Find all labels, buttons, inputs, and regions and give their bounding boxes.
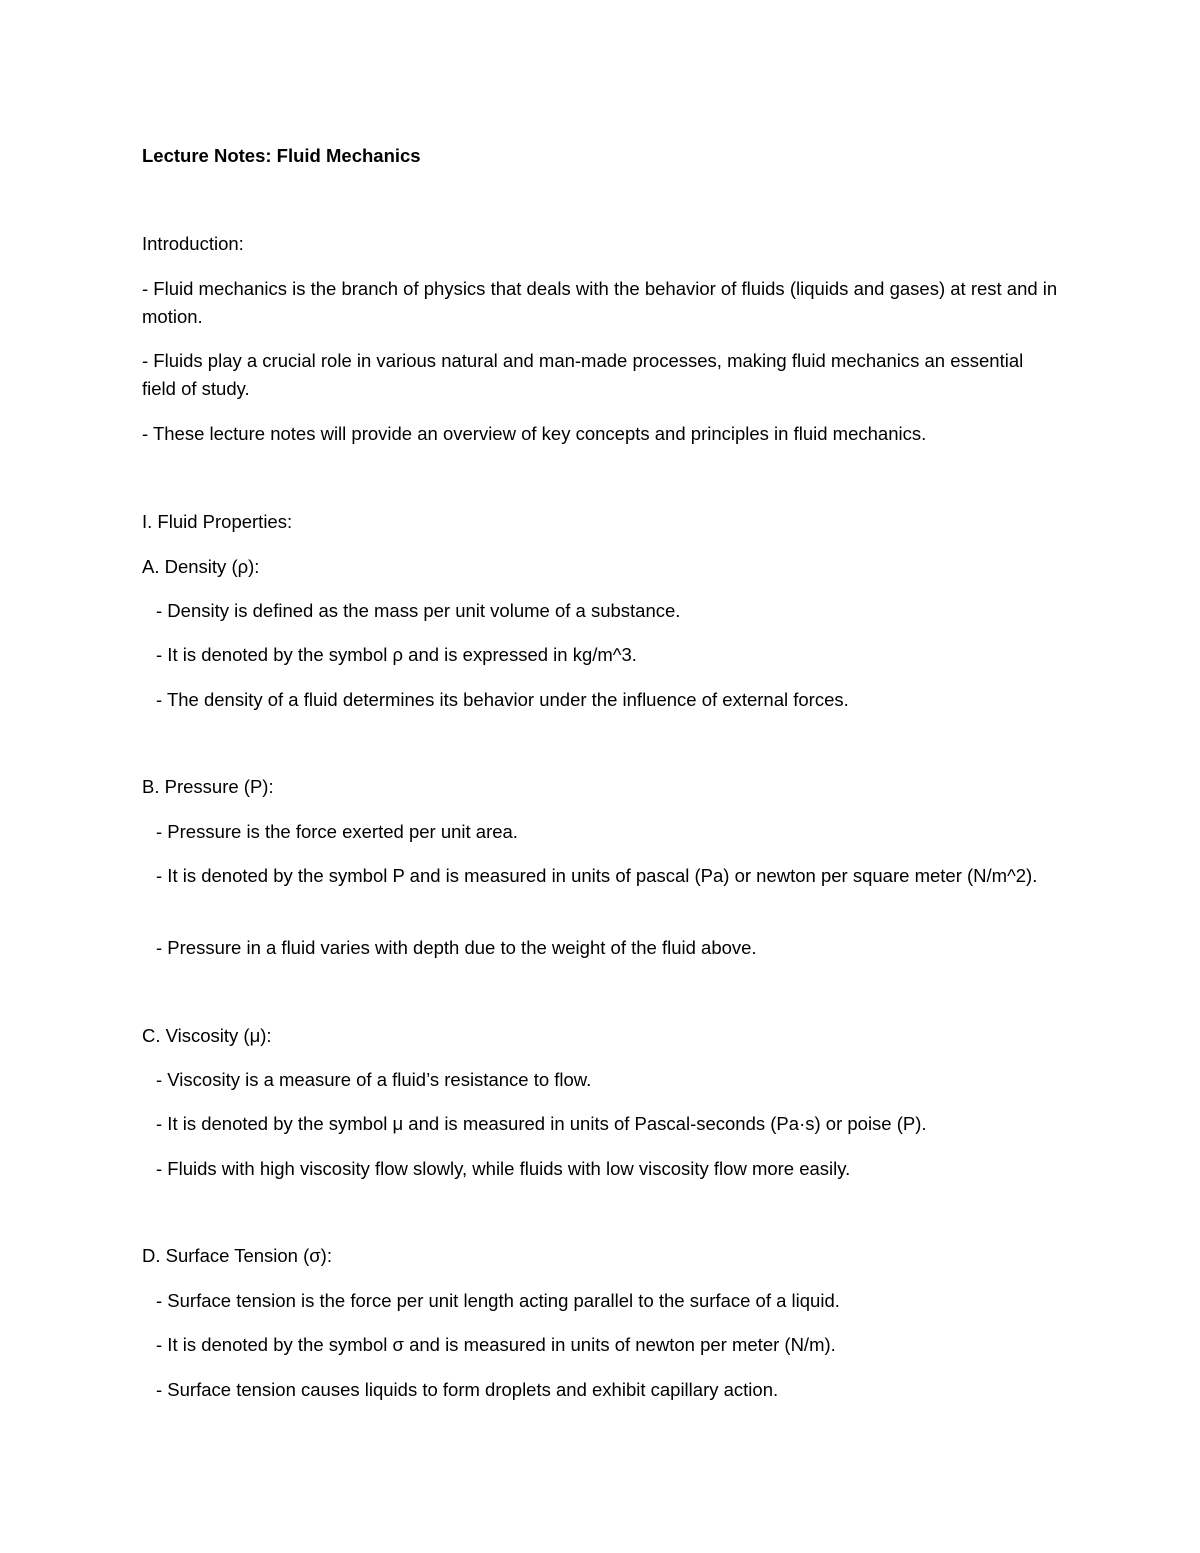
density-point: - Density is defined as the mass per unit volume of a substance.	[156, 600, 681, 621]
viscosity-point: - Fluids with high viscosity flow slowly, while fluids with low viscosity flow more easily.	[156, 1158, 851, 1179]
viscosity-point: - Viscosity is a measure of a fluid’s resistance to flow.	[156, 1069, 592, 1090]
pressure-point: - Pressure is the force exerted per unit area.	[156, 821, 518, 842]
subsection-heading-viscosity: C. Viscosity (μ):	[142, 1025, 272, 1046]
document-title: Lecture Notes: Fluid Mechanics	[142, 145, 421, 166]
subsection-heading-density: A. Density (ρ):	[142, 556, 260, 577]
surface-tension-point: - It is denoted by the symbol σ and is measured in units of newton per meter (N/m).	[156, 1334, 836, 1355]
introduction-point: - Fluid mechanics is the branch of physics that deals with the behavior of fluids (liquids and gases) at rest and in motion.	[142, 278, 1058, 327]
introduction-point: - These lecture notes will provide an overview of key concepts and principles in fluid mechanics.	[142, 423, 927, 444]
viscosity-point: - It is denoted by the symbol μ and is measured in units of Pascal-seconds (Pa·s) or poise (P).	[156, 1113, 927, 1134]
density-point: - It is denoted by the symbol ρ and is expressed in kg/m^3.	[156, 644, 637, 665]
pressure-point: - Pressure in a fluid varies with depth due to the weight of the fluid above.	[156, 937, 757, 958]
subsection-heading-pressure: B. Pressure (P):	[142, 776, 274, 797]
density-point: - The density of a fluid determines its behavior under the influence of external forces.	[156, 689, 849, 710]
pressure-point: - It is denoted by the symbol P and is measured in units of pascal (Pa) or newton per square meter (N/m^2).	[156, 865, 1038, 886]
subsection-heading-surface-tension: D. Surface Tension (σ):	[142, 1245, 332, 1266]
surface-tension-point: - Surface tension is the force per unit length acting parallel to the surface of a liquid.	[156, 1290, 840, 1311]
introduction-heading: Introduction:	[142, 233, 244, 254]
introduction-point: - Fluids play a crucial role in various natural and man-made processes, making fluid mechanics an essential field of study.	[142, 350, 1024, 399]
section-heading-fluid-properties: I. Fluid Properties:	[142, 511, 293, 532]
surface-tension-point: - Surface tension causes liquids to form droplets and exhibit capillary action.	[156, 1379, 779, 1400]
